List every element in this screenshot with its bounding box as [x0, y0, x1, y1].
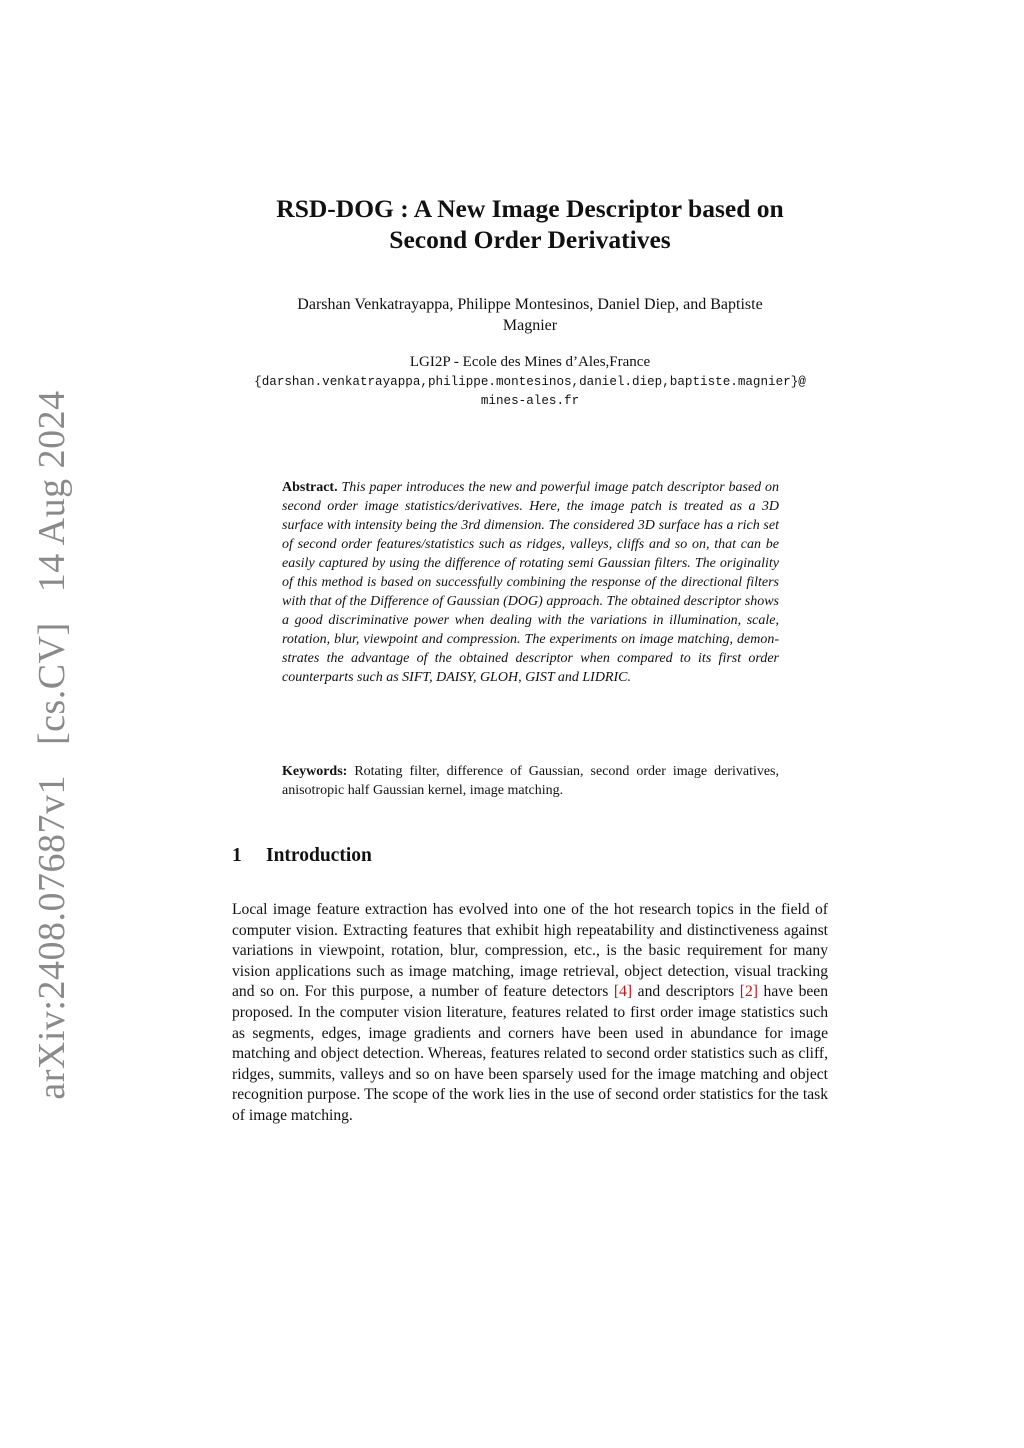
- authors-line-1: Darshan Venkatrayappa, Philippe Montesinos, Daniel Diep, and Baptiste: [297, 296, 763, 313]
- title-line-2: Second Order Derivatives: [389, 225, 671, 254]
- keywords: [282, 762, 779, 800]
- arxiv-identifier-stamp: [30, 380, 74, 1109]
- author-emails: [220, 373, 840, 411]
- section-title: Introduction: [266, 845, 372, 866]
- abstract: [282, 478, 779, 687]
- title-line-1: RSD-DOG : A New Image Descriptor based on: [276, 194, 784, 223]
- abstract-label: Abstract.: [282, 480, 338, 495]
- citation-link-2[interactable]: [2]: [739, 983, 758, 1001]
- affiliation: LGI2P - Ecole des Mines d’Ales,France: [409, 354, 651, 370]
- section-heading-introduction: [232, 845, 372, 867]
- section-number: 1: [232, 845, 242, 866]
- intro-text-2: and descriptors: [632, 983, 740, 1001]
- keywords-text: Rotating filter, difference of Gaussian, second order image derivatives, anisotropic half Gaussian kernel, image matching.: [282, 764, 780, 798]
- arxiv-date: 14 Aug 2024: [31, 390, 73, 593]
- arxiv-id[interactable]: arXiv:2408.07687v1: [31, 775, 73, 1100]
- intro-text-1: Local image feature extraction has evolved into one of the hot research topics in the field of computer vision. Extracting features that exhibit high repeatability and distinctiveness against variations in viewpoint, rotation, blur, compression, etc., is the basic requirement for many vision applications such as image matching, image retrieval, object detection, visual tracking and so on. For this purpose, a number of feature detectors: [232, 901, 828, 1001]
- intro-text-3: have been proposed. In the computer vision literature, features related to first order image statistics such as segments, edges, image gradients and corners have been used in abundance for image matching and object detection. Whereas, features related to second order statistics such as cliff, ridges, summits, valleys and so on have been sparsely used for the image matching and object recognition purpose. The scope of the work lies in the use of second order statistics for the task of image matching.: [232, 983, 829, 1124]
- introduction-paragraph: [232, 900, 828, 1127]
- email-line-2: mines-ales.fr: [480, 394, 580, 408]
- paper-title: [232, 193, 828, 255]
- abstract-text: This paper introduces the new and powerful image patch descriptor based on second order image statistics/derivatives. Here, the image patch is treated as a 3D surface with intensity being the 3rd dimension. The considered 3D surface has a rich set of second order features/statistics such as ridges, valleys, cliffs and so on, that can be easily captured by using the difference of rotating semi Gaussian filters. The originality of this method is based on successfully combining the response of the directional filters with that of the Difference of Gaussian (DOG) approach. The obtained descriptor shows a good discriminative power when dealing with the variations in illumination, scale, rotation, blur, viewpoint and compression. The experiments on image matching, demonstrates the advantage of the obtained descriptor when compared to its first order counterparts such as SIFT, DAISY, GLOH, GIST and LIDRIC.: [282, 480, 779, 685]
- citation-link-4[interactable]: [4]: [613, 983, 633, 1001]
- author-list: [232, 294, 828, 336]
- arxiv-category: [cs.CV]: [31, 622, 73, 746]
- keywords-label: Keywords:: [282, 764, 348, 779]
- email-line-1: {darshan.venkatrayappa,philippe.montesinos,daniel.diep,baptiste.magnier}@: [254, 375, 806, 389]
- authors-line-2: Magnier: [502, 317, 558, 334]
